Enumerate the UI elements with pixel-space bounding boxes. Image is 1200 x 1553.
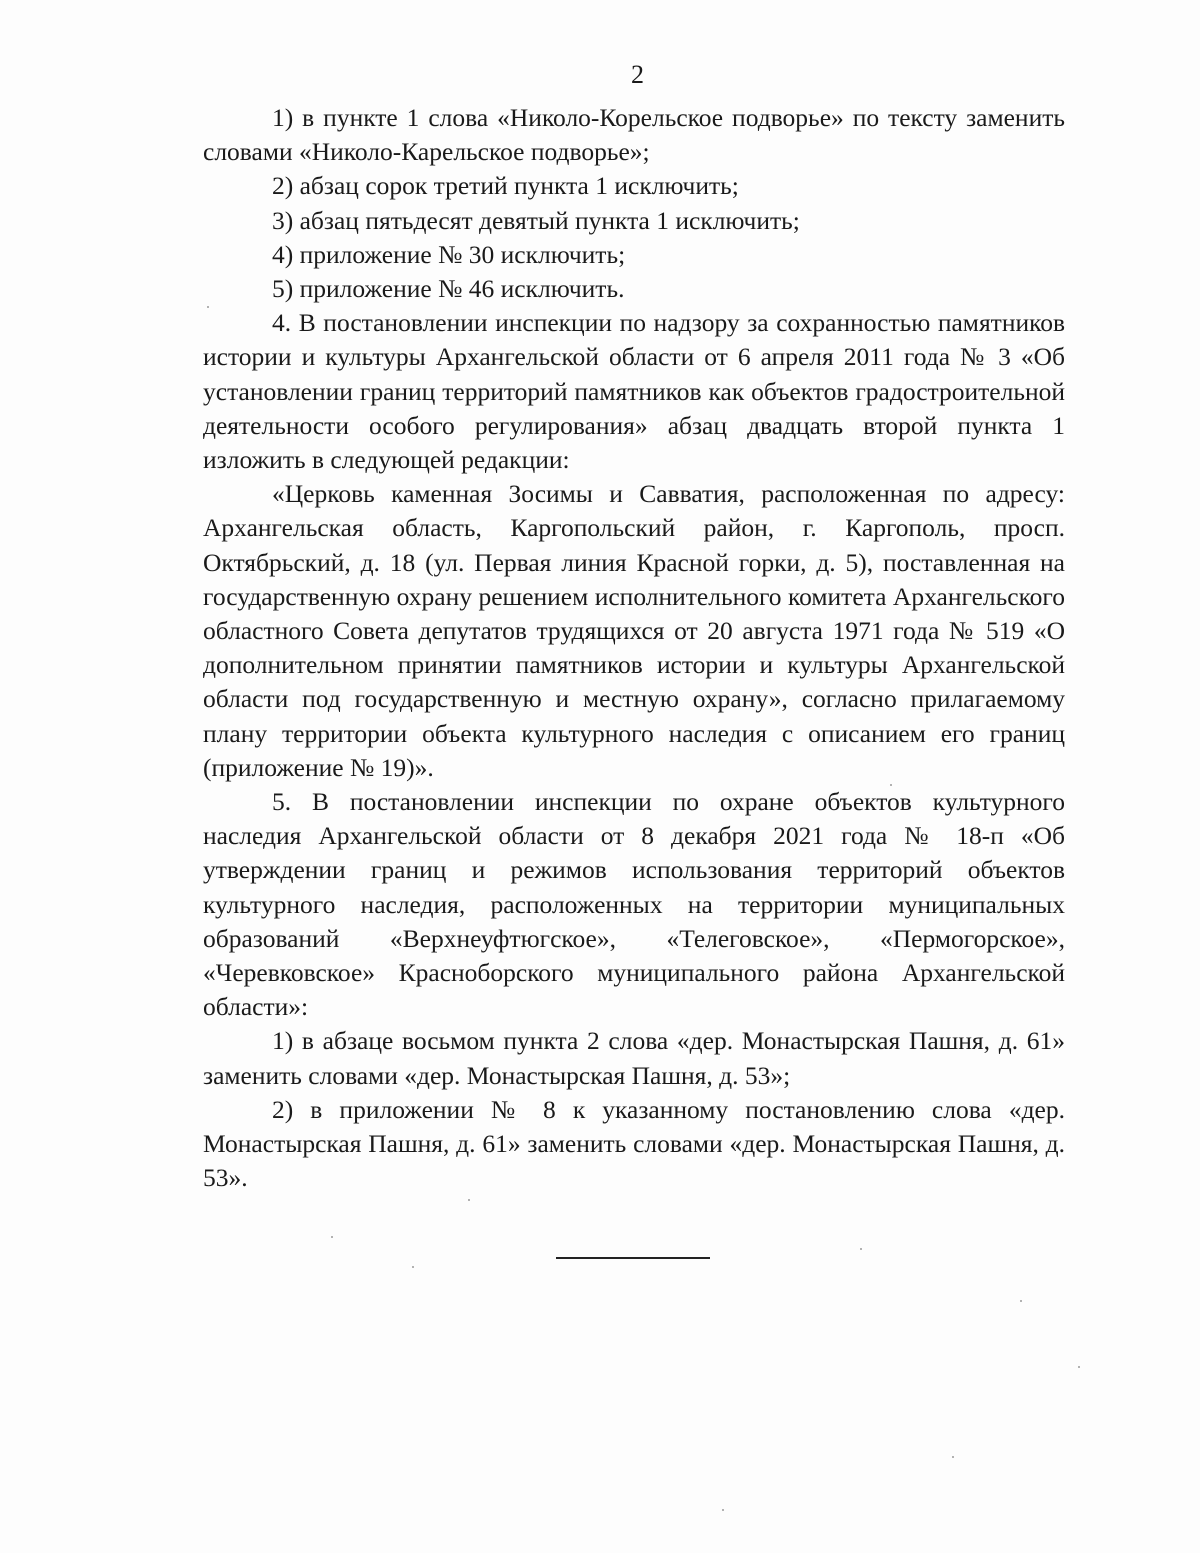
scan-speck xyxy=(952,1456,954,1458)
closing-rule xyxy=(556,1257,710,1259)
scan-speck xyxy=(722,1509,724,1511)
scan-speck xyxy=(1078,1366,1080,1368)
scan-speck xyxy=(890,784,892,786)
paragraph-item-1: 1) в пункте 1 слова «Николо-Корельское подворье» по тексту заменить словами «Николо-Карельское подворье»; xyxy=(203,103,1065,167)
scan-speck xyxy=(207,306,209,308)
paragraph-section-5-item-1: 1) в абзаце восьмом пункта 2 слова «дер. Монастырская Пашня, д. 61» заменить словами «дер. Монастырская Пашня, д. 53»; xyxy=(203,1026,1065,1090)
paragraph-item-4: 4) приложение № 30 исключить; xyxy=(272,239,626,269)
paragraph-section-5: 5. В постановлении инспекции по охране объектов культурного наследия Архангельской области от 8 декабря 2021 года № 18-п «Об утверждении границ и режимов использования территорий объектов культурного наследия, расположенных на территории муниципальных образований «Верхнеуфтюгское», «Телеговское», «Пермогорское», «Черевковское» Красноборского муниципального района Архангельской области»: xyxy=(203,787,1065,1022)
scan-speck xyxy=(412,1266,414,1268)
scan-speck xyxy=(1020,1300,1022,1302)
page-number: 2 xyxy=(631,60,644,89)
document-body xyxy=(203,101,1065,1196)
scan-speck xyxy=(468,1199,470,1201)
paragraph-section-4: 4. В постановлении инспекции по надзору за сохранностью памятников истории и культуры Архангельской области от 6 апреля 2011 года № 3 «Об установлении границ территорий памятников как объектов градостроительной деятельности особого регулирования» абзац двадцать второй пункта 1 изложить в следующей редакции: xyxy=(203,308,1065,475)
paragraph-section-5-item-2: 2) в приложении № 8 к указанному постановлению слова «дер. Монастырская Пашня, д. 61» заменить словами «дер. Монастырская Пашня, д. 53». xyxy=(203,1094,1065,1193)
paragraph-new-wording: «Церковь каменная Зосимы и Савватия, расположенная по адресу: Архангельская область, Каргопольский район, г. Каргополь, просп. Октябрьский, д. 18 (ул. Первая линия Красной горки, д. 5), поставленная на государственную охрану решением исполнительного комитета Архангельского областного Совета депутатов трудящихся от 20 августа 1971 года № 519 «О дополнительном принятии памятников истории и культуры Архангельской области под государственную и местную охрану», согласно прилагаемому плану территории объекта культурного наследия с описанием его границ (приложение № 19)». xyxy=(203,479,1065,782)
paragraph-item-2: 2) абзац сорок третий пункта 1 исключить; xyxy=(272,171,739,201)
paragraph-item-3: 3) абзац пятьдесят девятый пункта 1 исключить; xyxy=(272,205,800,235)
scan-speck xyxy=(331,1236,333,1238)
scan-speck xyxy=(860,1248,862,1250)
paragraph-item-5: 5) приложение № 46 исключить. xyxy=(272,274,625,304)
